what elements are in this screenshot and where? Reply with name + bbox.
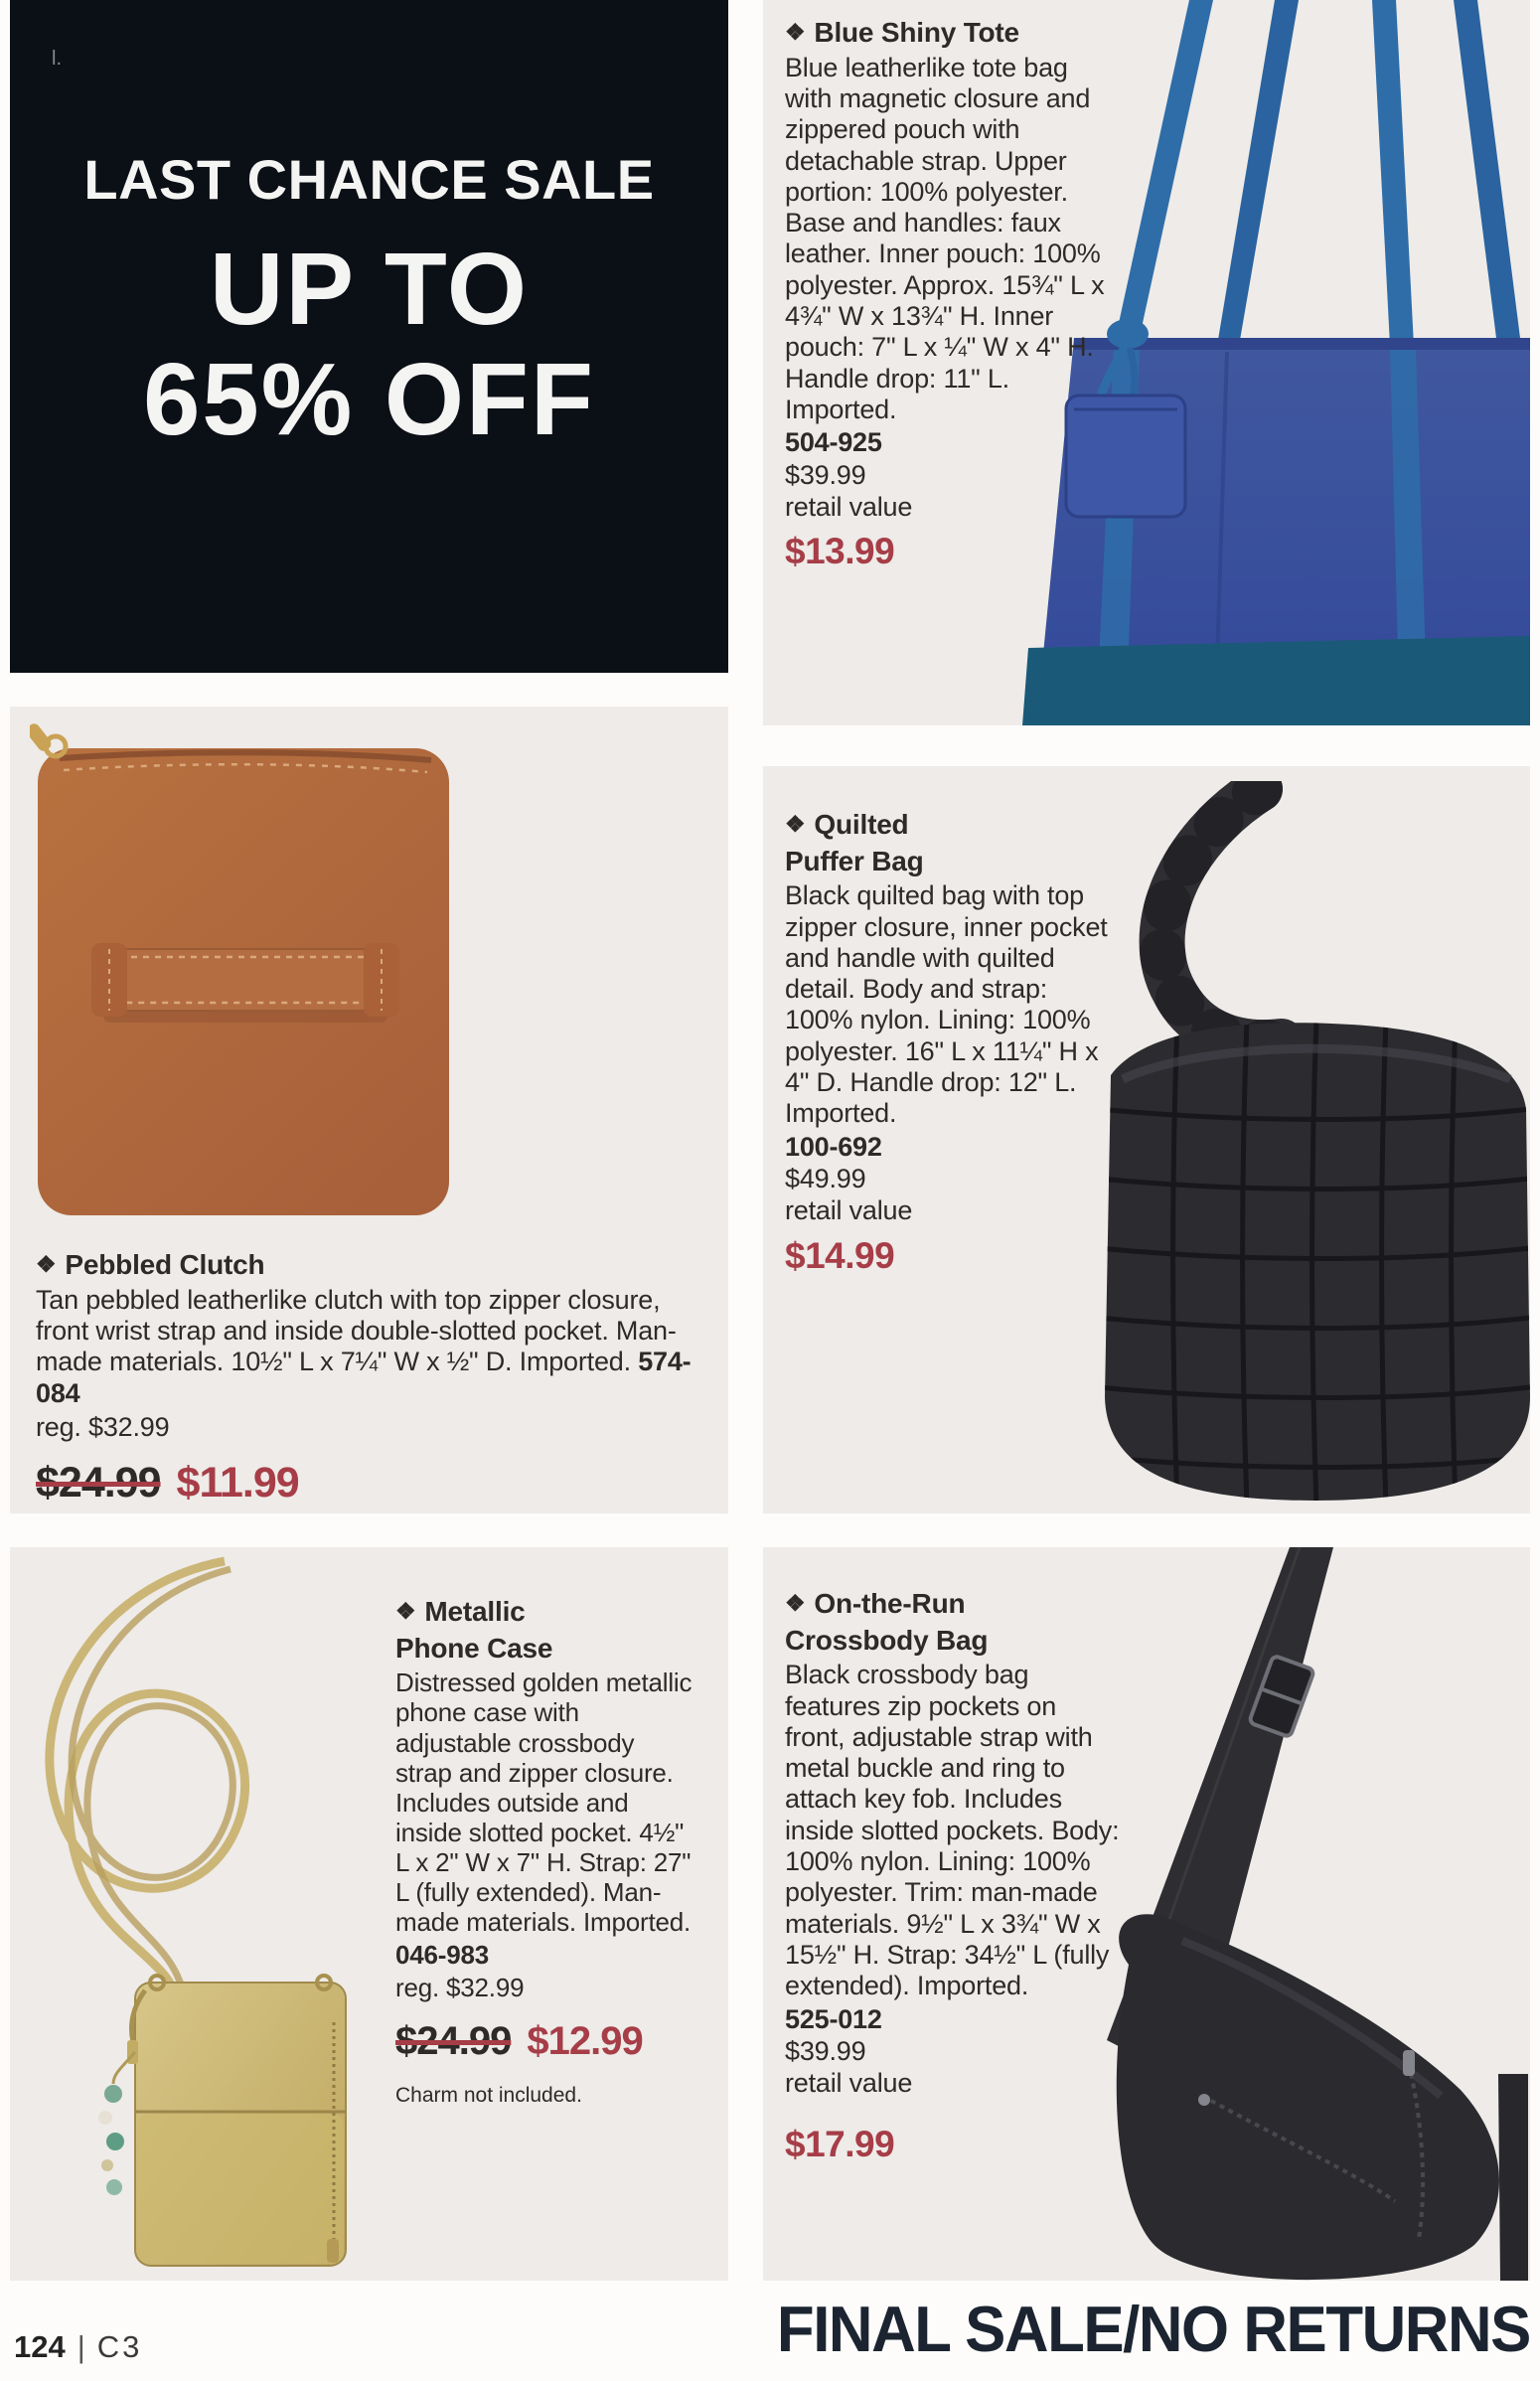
page-number [14,2329,142,2365]
product-title-text-line1: On-the-Run [814,1588,966,1619]
sale-banner [10,0,728,673]
product-title-text-line1: Quilted [814,809,909,840]
product-reg-price: reg. $32.99 [395,1972,525,2002]
sale-banner-line3: 65% OFF [143,342,595,457]
sale-banner-line2: UP TO [209,232,529,346]
product-original-price: $49.99 [785,1164,866,1193]
product-sale-price: $17.99 [785,2123,895,2164]
product-description: Tan pebbled leatherlike clutch with top zipper closure, front wrist strap and inside double-slotted pocket. Man-made materials. 10½" L x 7¼" W x ½" D. Imported. 574-084 [36,1284,692,1408]
diamond-bullet-icon: ❖ [785,19,806,45]
product-card-quilted-puffer-bag [763,766,1530,1513]
product-card-pebbled-clutch [10,707,728,1513]
product-description: Blue leatherlike tote bag with magnetic closure and zippered pouch with detachable strap. Upper portion: 100% polyester. Base and handles: faux leather. Inner pouch: 100% polyester. Approx. 15¾" L x 4¾" W x 13¾" H. Inner pouch: 7" L x ¼" W x 4" H. Handle drop: 11" L. Imported. [785,52,1105,425]
page-number-value: 124 [14,2329,66,2364]
product-item-number: 046-983 [395,1939,490,1970]
product-note: Charm not included. [395,2084,582,2108]
price-row [36,1459,696,1508]
product-item-number: 100-692 [785,1131,882,1162]
retail-value-label: retail value [785,491,913,522]
campaign-code: C3 [96,2329,143,2364]
retail-value-label: retail value [785,1195,913,1226]
product-was-price: $24.99 [36,1459,161,1508]
page-number-separator: | [77,2329,85,2364]
product-sale-price: $14.99 [785,1234,895,1276]
product-sale-price: $11.99 [176,1459,299,1508]
product-sale-price: $12.99 [527,2018,643,2063]
quilted-puffer-bag-photo [1083,781,1530,1507]
product-title-line2: Phone Case [395,1632,553,1664]
product-description: Black crossbody bag features zip pockets on front, adjustable strap with metal buckle and ring to attach key fob. Includes inside slotted pockets. Body: 100% nylon. Lining: 100% polyester. Trim: man-made materials. 9½" L x 3¾" W x 15½" H. Strap: 34½" L (fully extended). Imported. [785,1660,1120,2001]
product-sale-price: $13.99 [785,531,895,572]
sale-banner-line1: LAST CHANCE SALE [83,148,655,211]
product-title [785,808,1121,842]
product-item-number: 525-012 [785,2003,882,2034]
product-title-line2: Crossbody Bag [785,1624,989,1656]
product-was-price: $24.99 [395,2018,512,2063]
product-title-line2: Puffer Bag [785,845,924,876]
product-item-number: 574-084 [36,1347,692,1408]
product-card-blue-shiny-tote [763,0,1530,725]
product-card-on-the-run-crossbody [763,1547,1530,2281]
retail-value-label: retail value [785,2068,913,2099]
diamond-bullet-icon: ❖ [785,1590,806,1616]
pebbled-clutch-photo [30,722,457,1224]
crossbody-bag-photo [1073,1547,1530,2281]
diamond-bullet-icon: ❖ [36,1251,57,1277]
product-title-text: Pebbled Clutch [65,1249,265,1280]
diamond-bullet-icon: ❖ [395,1598,416,1624]
product-reg-price: reg. $32.99 [36,1411,170,1442]
price-row [395,2018,695,2064]
product-description: Distressed golden metallic phone case with adjustable crossbody strap and zipper closure. Includes outside and inside slotted pocket. 4½" L x 2" W x 7" H. Strap: 27" L (fully extended). Man-made materials. Imported. [395,1667,693,1938]
product-item-number: 504-925 [785,427,882,458]
diamond-bullet-icon: ❖ [785,811,806,837]
product-title-text: Blue Shiny Tote [814,17,1019,48]
product-title-text-line1: Metallic [424,1596,526,1627]
metallic-phone-case-photo [18,1555,405,2273]
product-card-metallic-phone-case [10,1547,728,2281]
product-original-price: $39.99 [785,2035,866,2066]
product-title [785,1587,1121,1621]
product-title [395,1595,695,1629]
product-original-price: $39.99 [785,459,866,490]
product-title [785,16,1121,50]
corner-artifact: l. [52,48,62,70]
product-title [36,1248,696,1282]
final-sale-notice: FINAL SALE/NO RETURNS [777,2293,1530,2365]
product-description: Black quilted bag with top zipper closure, inner pocket and handle with quilted detail. Body and strap: 100% nylon. Lining: 100% polyester. 16" L x 11¼" H x 4" D. Handle drop: 12" L. Imported. [785,880,1108,1129]
